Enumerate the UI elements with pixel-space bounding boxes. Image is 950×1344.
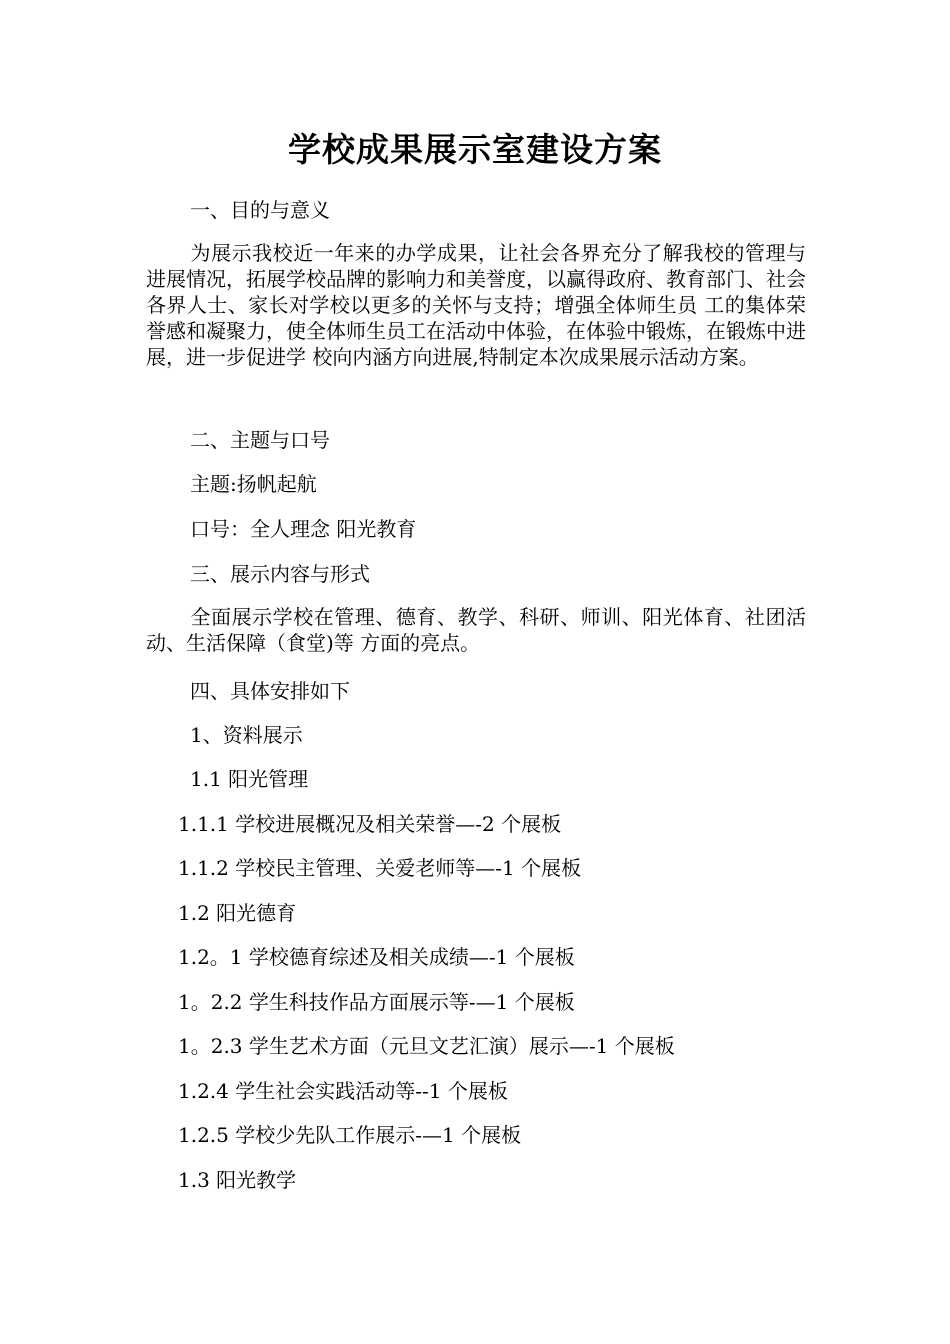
document-title: 学校成果展示室建设方案 (288, 130, 662, 169)
list-item-1-2-1: 1.2。1 学校德育综述及相关成绩—-1 个展板 (178, 945, 575, 969)
list-item-1: 1、资料展示 (190, 723, 303, 747)
list-item-1-2-2: 1。2.2 学生科技作品方面展示等-—1 个展板 (178, 990, 575, 1014)
section-heading-purpose: 一、目的与意义 (190, 198, 330, 222)
list-item-1-2-4: 1.2.4 学生社会实践活动等--1 个展板 (178, 1079, 508, 1103)
list-item-1-2-3: 1。2.3 学生艺术方面（元旦文艺汇演）展示—-1 个展板 (178, 1034, 675, 1058)
slogan-line: 口号：全人理念 阳光教育 (190, 517, 417, 541)
section-heading-arrangement: 四、具体安排如下 (190, 679, 350, 703)
paragraph-content-text: 全面展示学校在管理、德育、教学、科研、师训、阳光体育、社团活动、生活保障（食堂)等 方面的亮点。 (146, 605, 806, 655)
list-item-1-1: 1.1 阳光管理 (190, 767, 309, 791)
list-item-1-1-1: 1.1.1 学校进展概况及相关荣誉—-2 个展板 (178, 812, 562, 836)
list-item-1-1-2: 1.1.2 学校民主管理、关爱老师等—-1 个展板 (178, 856, 582, 880)
paragraph-purpose (146, 240, 806, 370)
list-item-1-3: 1.3 阳光教学 (178, 1168, 297, 1192)
list-item-1-2-5: 1.2.5 学校少先队工作展示-—1 个展板 (178, 1123, 522, 1147)
paragraph-purpose-text: 为展示我校近一年来的办学成果，让社会各界充分了解我校的管理与进展情况，拓展学校品牌的影响力和美誉度，以赢得政府、教育部门、社会各界人士、家长对学校以更多的关怀与支持；增强全体师生员 工的集体荣誉感和凝聚力，使全体师生员工在活动中体验，在体验中锻炼，在锻炼中进展，进一步促进学 校向内涵方向进展,特制定本次成果展示活动方案。 (146, 241, 806, 369)
section-heading-content: 三、展示内容与形式 (190, 562, 370, 586)
list-item-1-2: 1.2 阳光德育 (178, 901, 297, 925)
section-heading-theme: 二、主题与口号 (190, 428, 330, 452)
paragraph-content (146, 604, 806, 656)
theme-line: 主题:扬帆起航 (190, 472, 317, 496)
